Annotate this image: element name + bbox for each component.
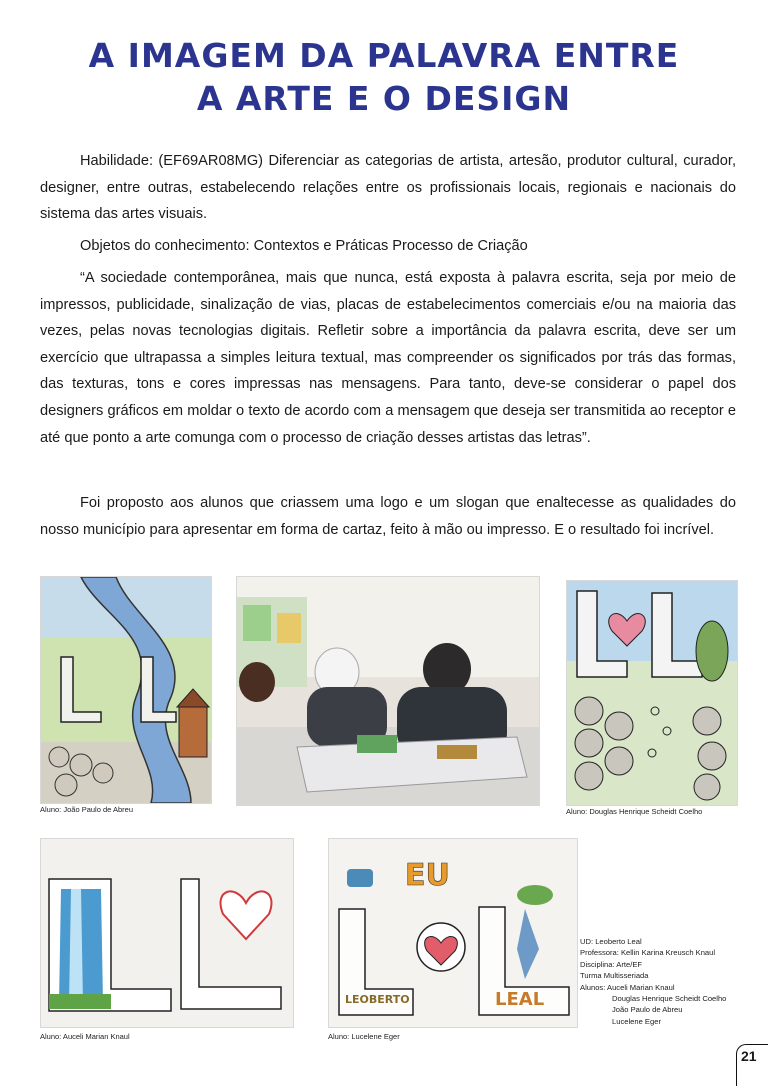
credits-block bbox=[580, 936, 726, 1027]
page-title bbox=[0, 34, 768, 120]
caption-photo1: Aluno: João Paulo de Abreu bbox=[40, 805, 133, 814]
credits-aluno3: João Paulo de Abreu bbox=[612, 1005, 683, 1015]
objetos-paragraph bbox=[40, 233, 736, 260]
proposal-paragraph bbox=[40, 490, 736, 543]
credits-turma: Turma Multisseriada bbox=[580, 971, 649, 981]
student-drawing-waterfall-photo bbox=[40, 838, 294, 1028]
habilidade-paragraph bbox=[40, 148, 736, 228]
caption-photo4: Aluno: Auceli Marian Knaul bbox=[40, 1032, 130, 1041]
poster-leoberto-text: LEOBERTO bbox=[345, 993, 410, 1006]
poster-eu-text: EU bbox=[405, 858, 450, 893]
page-number bbox=[736, 1044, 768, 1086]
student-poster-eu-leoberto-leal-photo bbox=[328, 838, 578, 1028]
page-title-line1: A IMAGEM DA PALAVRA ENTRE bbox=[88, 36, 680, 75]
poster-leal-text: LEAL bbox=[495, 989, 545, 1010]
page-title-line2: A ARTE E O DESIGN bbox=[196, 79, 572, 118]
quote-paragraph bbox=[40, 265, 736, 451]
student-drawing-heart-stones-photo bbox=[566, 580, 738, 806]
classroom-photo bbox=[236, 576, 540, 806]
credits-aluno2: Douglas Henrique Scheidt Coelho bbox=[612, 994, 727, 1004]
student-drawing-river-photo bbox=[40, 576, 212, 804]
page-number-text: 21 bbox=[741, 1048, 757, 1064]
proposal-text: Foi proposto aos alunos que criassem uma logo e um slogan que enaltecesse as qualidades do nosso município para apresentar em forma de cartaz, feito à mão ou impresso. E o resultado foi incrível. bbox=[40, 495, 736, 538]
quote-text: “A sociedade contemporânea, mais que nunca, está exposta à palavra escrita, seja por meio de impressos, publicidade, sinalização de vias, placas de estabelecimentos comerciais e/ou na maioria das vezes, pelas novas tecnologias digitais. Refletir sobre a importância da palavra escrita, deve ser um exercício que ultrapassa a simples leitura textual, mas compreender os significados por trás das formas, das texturas, tons e cores impressas nas mensagens. Para tanto, deve-se considerar o papel dos designers gráficos em moldar o texto de acordo com a mensagem que deseja ser transmitida ao receptor e até que ponto a arte comunga com o processo de criação desses artistas das letras”. bbox=[40, 270, 736, 446]
objetos-text: Objetos do conhecimento: Contextos e Práticas Processo de Criação bbox=[80, 238, 528, 254]
credits-ud: UD: Leoberto Leal bbox=[580, 937, 642, 946]
credits-aluno4: Lucelene Eger bbox=[612, 1016, 661, 1026]
caption-photo3: Aluno: Douglas Henrique Scheidt Coelho bbox=[566, 807, 703, 816]
credits-professora: Professora: Kellin Karina Kreusch Knaul bbox=[580, 948, 716, 958]
caption-photo5: Aluno: Lucelene Eger bbox=[328, 1032, 400, 1041]
credits-disciplina: Disciplina: Arte/EF bbox=[580, 959, 643, 969]
credits-alunos: Alunos: Auceli Marian Knaul bbox=[580, 982, 675, 992]
habilidade-text: Habilidade: (EF69AR08MG) Diferenciar as categorias de artista, artesão, produtor cultural, curador, designer, entre outras, estabelecendo relações entre os profissionais locais, regionais e nacionais do sistema das artes visuais. bbox=[40, 153, 736, 223]
